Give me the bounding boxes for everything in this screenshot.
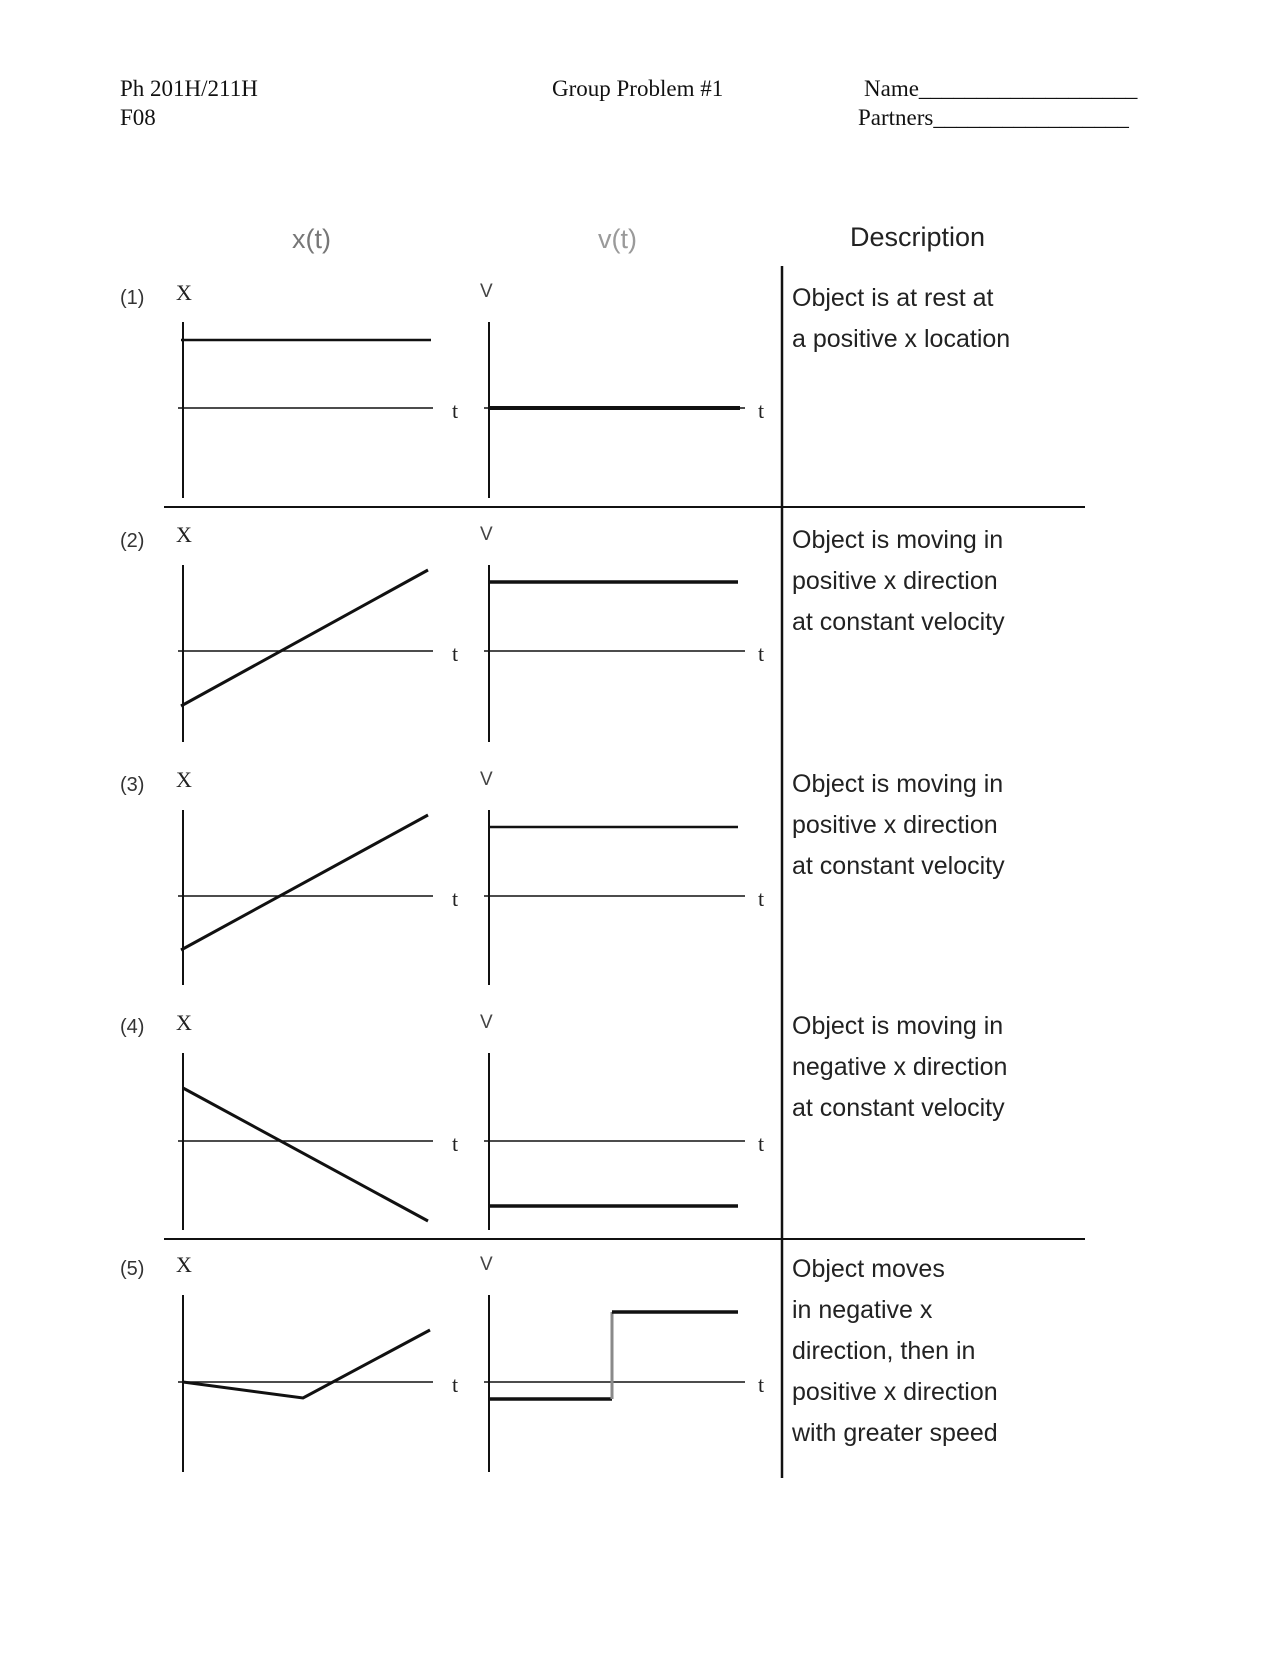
description-line: a positive x location: [792, 325, 1011, 353]
course-code: Ph 201H/211H: [120, 76, 258, 101]
x-curve: [181, 570, 428, 706]
description-line: in negative x: [792, 1296, 933, 1324]
t-axis-label: t: [758, 641, 765, 666]
t-axis-label: t: [758, 398, 765, 423]
v-graph-row-1: [480, 281, 764, 498]
column-heading-x-of-t: x(t): [292, 224, 331, 254]
v-graph-row-5: [480, 1254, 764, 1472]
t-axis-label: t: [758, 1372, 765, 1397]
description-line: negative x direction: [792, 1053, 1008, 1081]
x-graph-row-4: [176, 1010, 458, 1230]
t-axis-label: t: [452, 641, 459, 666]
description-line: Object is moving in: [792, 770, 1004, 798]
x-curve: [181, 815, 428, 950]
row-number-4: (4): [120, 1016, 145, 1038]
t-axis-label: t: [758, 1131, 765, 1156]
row-number-3: (3): [120, 774, 145, 796]
x-axis-label: X: [176, 1252, 192, 1277]
v-graph-row-4: [480, 1012, 764, 1230]
row-number-1: (1): [120, 287, 145, 309]
v-axis-label: V: [480, 281, 493, 302]
column-heading-description: Description: [850, 222, 986, 252]
description-line: positive x direction: [792, 1378, 998, 1406]
description-line: Object is at rest at: [792, 284, 994, 312]
x-graph-row-2: [176, 522, 458, 742]
x-axis-label: X: [176, 767, 192, 792]
x-graph-row-1: [176, 280, 458, 498]
v-graph-row-3: [480, 769, 764, 985]
v-axis-label: V: [480, 524, 493, 545]
term: F08: [120, 105, 156, 130]
description-line: Object moves: [792, 1255, 945, 1283]
t-axis-label: t: [452, 1372, 459, 1397]
x-curve: [183, 1088, 428, 1221]
t-axis-label: t: [452, 398, 459, 423]
description-line: positive x direction: [792, 811, 998, 839]
description-line: direction, then in: [792, 1337, 976, 1365]
x-curve: [183, 1330, 430, 1398]
x-graph-row-5: [176, 1252, 458, 1472]
description-line: with greater speed: [792, 1419, 998, 1447]
description-line: at constant velocity: [792, 608, 1005, 636]
v-axis-label: V: [480, 1254, 493, 1275]
v-graph-row-2: [480, 524, 764, 742]
description-line: Object is moving in: [792, 1012, 1004, 1040]
t-axis-label: t: [758, 886, 765, 911]
x-axis-label: X: [176, 1010, 192, 1035]
page-title: Group Problem #1: [552, 76, 724, 101]
t-axis-label: t: [452, 886, 459, 911]
row-number-5: (5): [120, 1258, 145, 1280]
x-axis-label: X: [176, 280, 192, 305]
x-axis-label: X: [176, 522, 192, 547]
description-line: at constant velocity: [792, 1094, 1005, 1122]
x-graph-row-3: [176, 767, 458, 985]
description-line: positive x direction: [792, 567, 998, 595]
description-line: Object is moving in: [792, 526, 1004, 554]
v-axis-label: V: [480, 769, 493, 790]
row-number-2: (2): [120, 530, 145, 552]
v-axis-label: V: [480, 1012, 493, 1033]
partners-field: Partners_________________: [858, 105, 1129, 130]
column-heading-v-of-t: v(t): [598, 224, 637, 254]
description-line: at constant velocity: [792, 852, 1005, 880]
t-axis-label: t: [452, 1131, 459, 1156]
name-field: Name___________________: [864, 76, 1138, 101]
